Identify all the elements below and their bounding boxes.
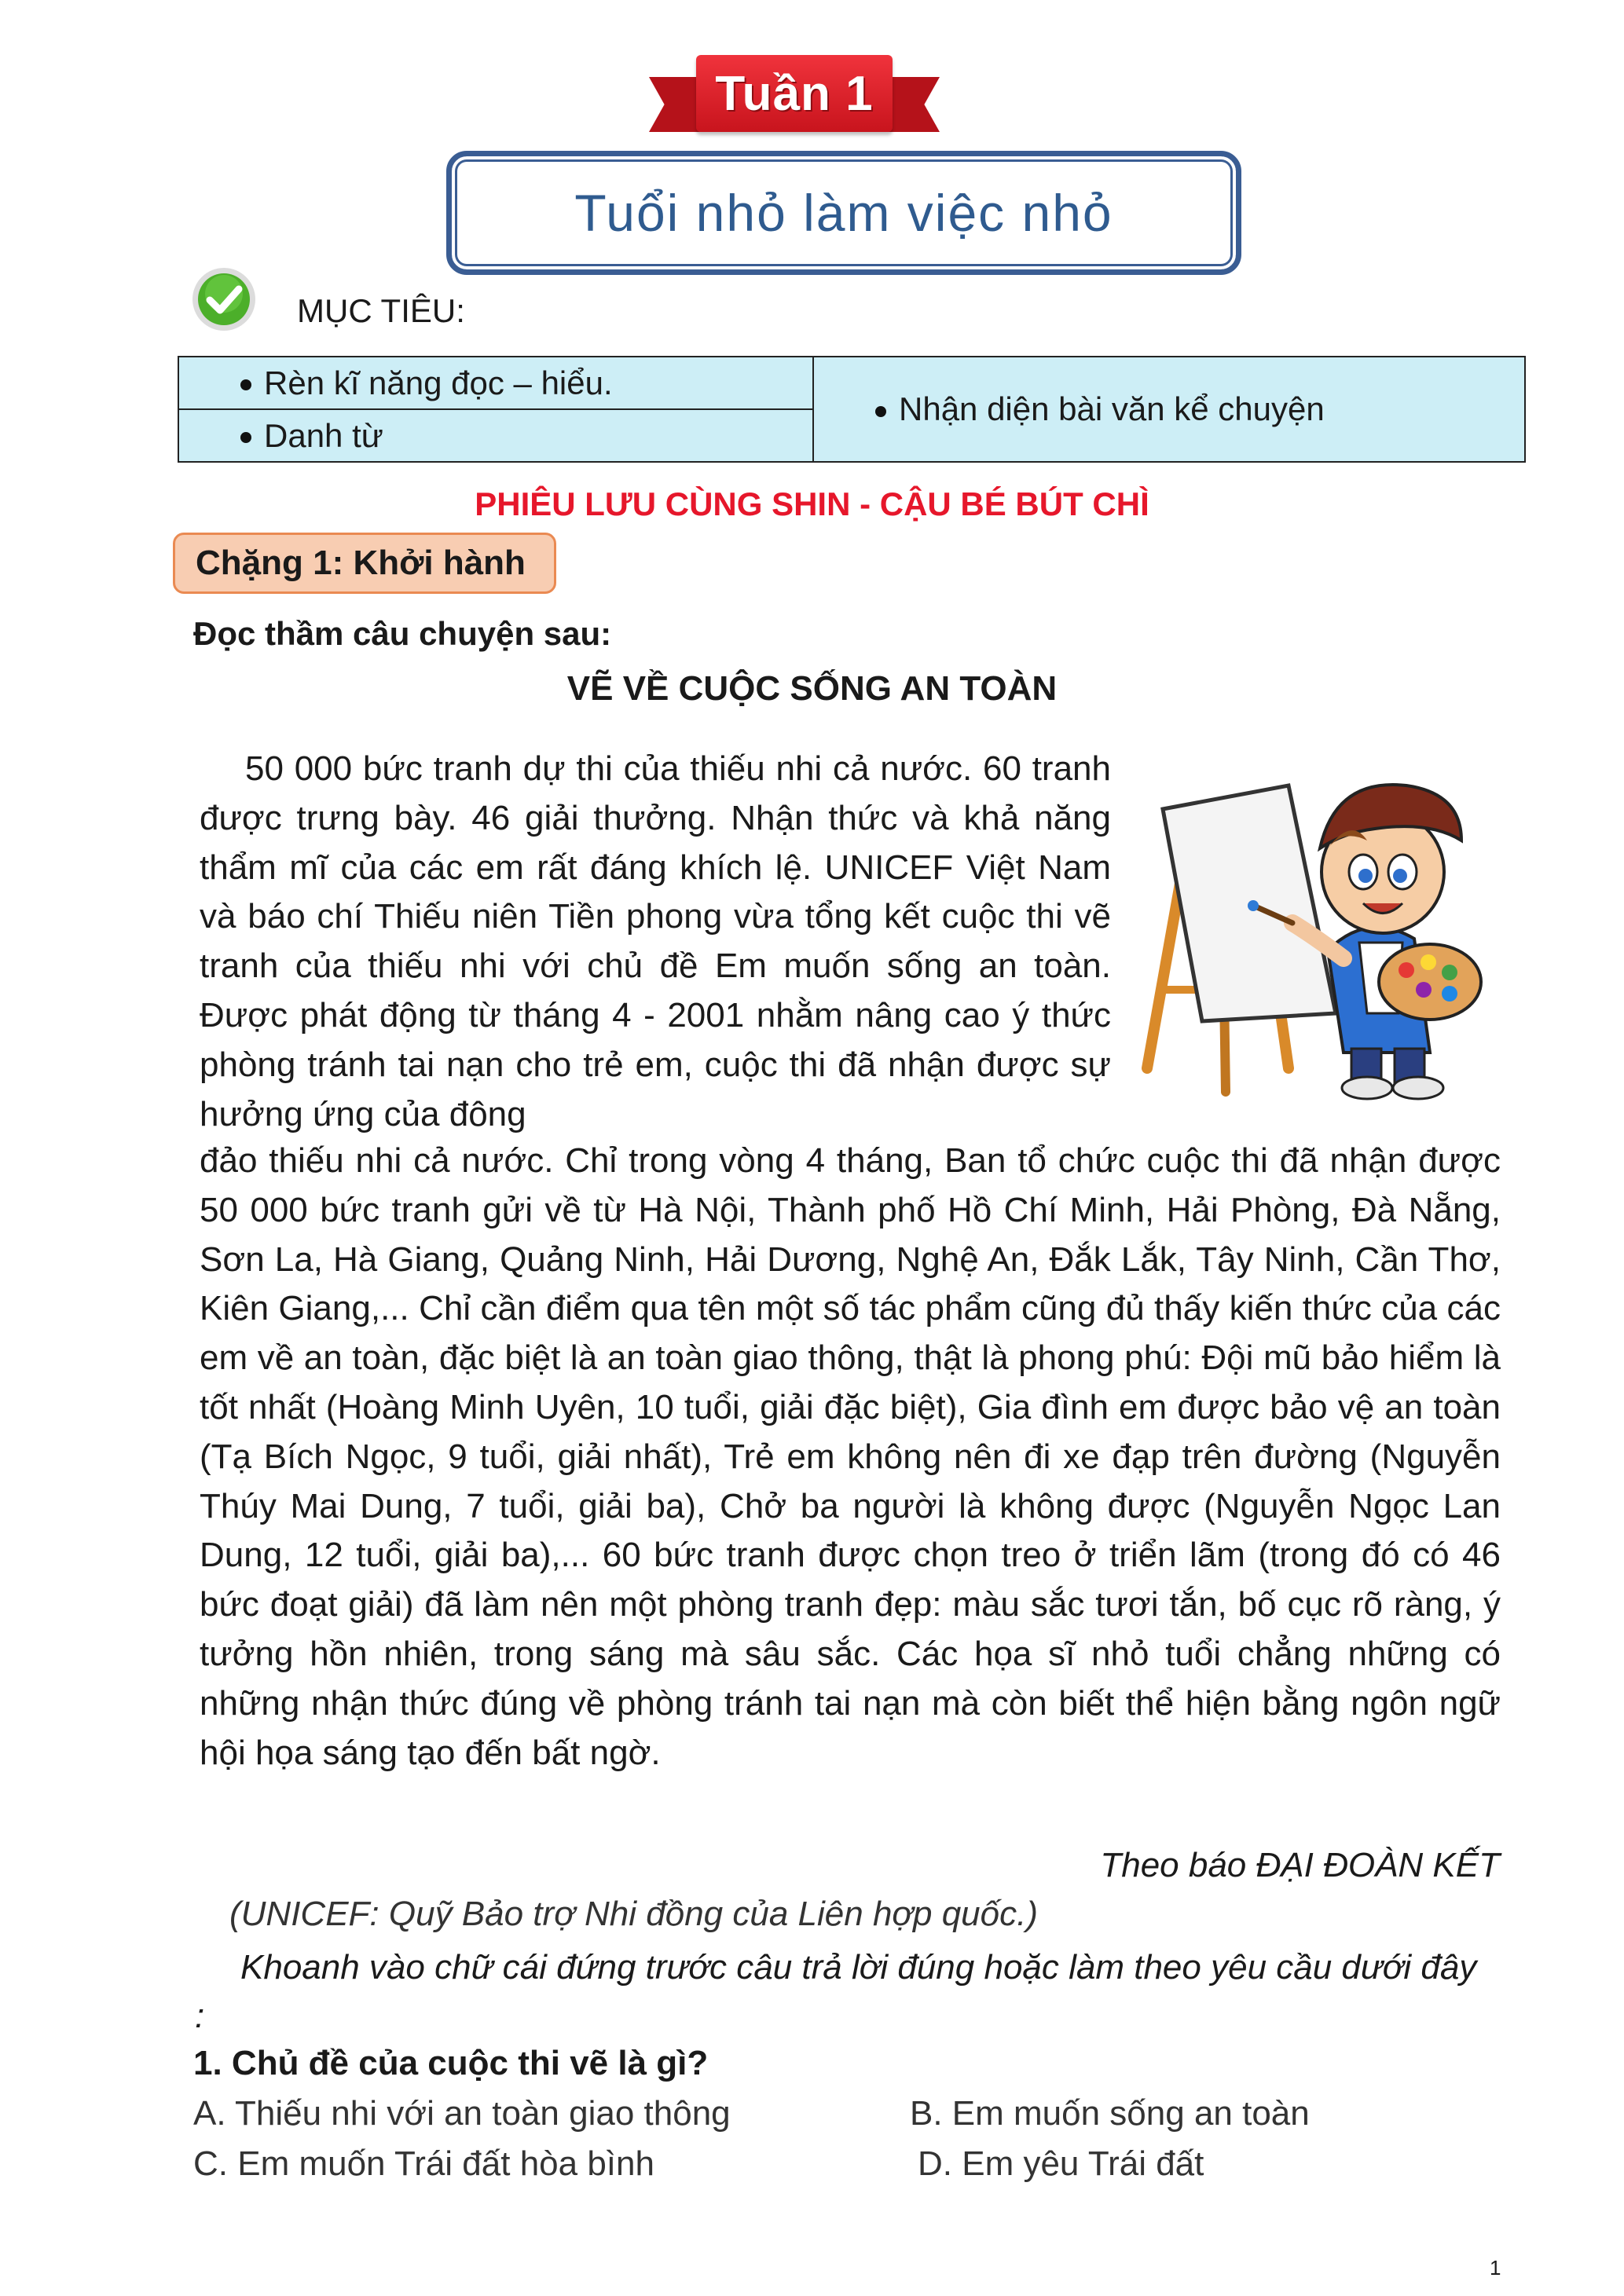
week-ribbon — [649, 55, 940, 141]
answer-option-a[interactable]: A. Thiếu nhi với an toàn giao thông — [193, 2094, 731, 2133]
answer-option-d[interactable]: D. Em yêu Trái đất — [918, 2144, 1204, 2183]
objective-item: Nhận diện bài văn kể chuyện — [813, 357, 1525, 462]
objectives-label: MỤC TIÊU: — [297, 292, 465, 329]
objective-item: Rèn kĩ năng đọc – hiểu. — [178, 357, 813, 409]
question-1: 1. Chủ đề của cuộc thi vẽ là gì? — [193, 2044, 709, 2082]
answer-option-b[interactable]: B. Em muốn sống an toàn — [910, 2094, 1310, 2133]
story-source: Theo báo ĐẠI ĐOÀN KẾT — [1100, 1846, 1500, 1884]
checkmark-icon — [190, 265, 258, 333]
lesson-title: Tuổi nhỏ làm việc nhỏ — [574, 184, 1113, 242]
ribbon-tail-right — [885, 77, 940, 132]
stage-label: Chặng 1: Khởi hành — [173, 533, 556, 594]
boy-painting-illustration — [1131, 754, 1493, 1108]
adventure-title: PHIÊU LƯU CÙNG SHIN - CẬU BÉ BÚT CHÌ — [475, 485, 1149, 522]
week-label: Tuần 1 — [715, 66, 874, 121]
exercise-instruction: Khoanh vào chữ cái đứng trước câu trả lời đúng hoặc làm theo yêu cầu dưới đây : — [195, 1948, 1477, 2035]
read-instruction: Đọc thầm câu chuyện sau: — [193, 615, 612, 652]
story-title: VẼ VỀ CUỘC SỐNG AN TOÀN — [566, 669, 1058, 708]
lesson-title-box — [446, 151, 1241, 275]
answer-option-c[interactable]: C. Em muốn Trái đất hòa bình — [193, 2144, 654, 2183]
objectives-table — [178, 356, 1526, 463]
page-number: 1 — [1490, 2256, 1501, 2280]
story-paragraph-top: 50 000 bức tranh dự thi của thiếu nhi cả nước. 60 tranh được trưng bày. 46 giải thưởng. Nhận thức và khả năng thẩm mĩ của các em rất đáng khích lệ. UNICEF Việt Nam và báo chí Thiếu niên Tiền phong vừa tổng kết cuộc thi vẽ tranh của thiếu nhi với chủ đề Em muốn sống an toàn. Được phát động từ tháng 4 - 2001 nhằm nâng cao ý thức phòng tránh tai nạn cho trẻ em, cuộc thi đã nhận được sự hưởng ứng của đông — [200, 749, 1111, 1133]
week-badge — [696, 55, 893, 132]
unicef-note: (UNICEF: Quỹ Bảo trợ Nhi đồng của Liên hợp quốc.) — [229, 1895, 1038, 1933]
story-paragraph-bottom: đảo thiếu nhi cả nước. Chỉ trong vòng 4 tháng, Ban tổ chức cuộc thi đã nhận được 50 000 bức tranh gửi về từ Hà Nội, Thành phố Hồ Chí Minh, Hải Phòng, Đà Nẵng, Sơn La, Hà Giang, Quảng Ninh, Hải Dương, Nghệ An, Đắk Lắk, Tây Ninh, Cần Thơ, Kiên Giang,... Chỉ cần điểm qua tên một số tác phẩm cũng đủ thấy kiến thức của các em về an toàn, đặc biệt là an toàn giao thông, thật là phong phú: Đội mũ bảo hiểm là tốt nhất (Hoàng Minh Uyên, 10 tuổi, giải đặc biệt), Gia đình em được bảo vệ an toàn (Tạ Bích Ngọc, 9 tuổi, giải nhất), Trẻ em không nên đi xe đạp trên đường (Nguyễn Thúy Mai Dung, 7 tuổi, giải ba), Chở ba người là không được (Nguyễn Ngọc Lan Dung, 12 tuổi, giải ba),... 60 bức tranh được chọn treo ở triển lãm (trong đó có 46 bức đoạt giải) đã làm nên một phòng tranh đẹp: màu sắc tươi tắn, bố cục rõ ràng, ý tưởng hồn nhiên, trong sáng mà sâu sắc. Các họa sĩ nhỏ tuổi chẳng những có những nhận thức đúng về phòng tránh tai nạn mà còn biết thể hiện bằng ngôn ngữ hội họa sáng tạo đến bất ngờ. — [200, 1141, 1501, 1772]
objective-item: Danh từ — [178, 409, 813, 462]
